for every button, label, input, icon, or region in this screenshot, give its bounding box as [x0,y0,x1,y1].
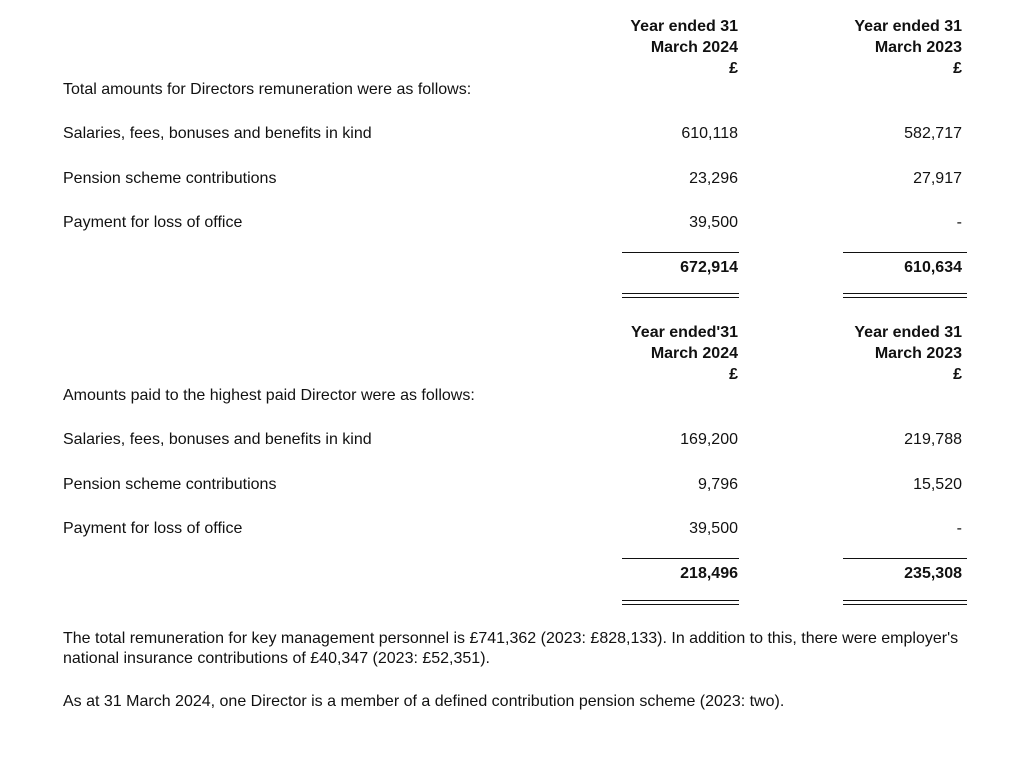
table1-subtotal-rule-2023 [843,252,967,253]
table1-intro: Total amounts for Directors remuneration were as follows: [63,81,472,98]
table1-header-2024-line2: March 2024 [650,39,738,56]
pension-scheme-note: As at 31 March 2024, one Director is a member of a defined contribution pension scheme (2023: two). [63,693,785,710]
key-management-remuneration-note: The total remuneration for key management personnel is £741,362 (2023: £828,133). In addition to this, there were employer's national insurance contributions of £40,347 (2023: £52,351). [63,630,959,667]
table1-header-2024-currency: £ [729,60,738,77]
table2-header-2023 [742,322,962,385]
table1-double-rule-top-2024 [622,293,739,294]
table2-row-value-2024: 9,796 [697,476,738,493]
table2-row-value-2024: 169,200 [680,431,738,448]
table1-total-2023: 610,634 [904,259,962,276]
table2-row-value-2023: 219,788 [904,431,962,448]
table2-header-2023-line1: Year ended 31 [854,324,962,341]
table2-header-2023-currency: £ [953,366,962,383]
table1-row-label: Salaries, fees, bonuses and benefits in kind [63,125,372,142]
table2-row-label: Pension scheme contributions [63,476,277,493]
table2-double-rule-top-2023 [843,600,967,601]
table2-row-label: Salaries, fees, bonuses and benefits in kind [63,431,372,448]
table1-double-rule-bottom-2023 [843,297,967,298]
table2-header-2023-line2: March 2023 [874,345,962,362]
table2-double-rule-top-2024 [622,600,739,601]
table1-header-2024 [518,16,738,79]
table1-subtotal-rule-2024 [622,252,739,253]
table2-row-value-2024: 39,500 [689,520,738,537]
table2-header-2024-line2: March 2024 [650,345,738,362]
table1-header-2023-line1: Year ended 31 [854,18,962,35]
table1-total-2024: 672,914 [680,259,738,276]
table2-intro: Amounts paid to the highest paid Director were as follows: [63,387,475,404]
table2-row-value-2023: - [956,520,962,537]
table2-double-rule-bottom-2023 [843,604,967,605]
table1-row-label: Payment for loss of office [63,214,243,231]
table1-header-2023 [742,16,962,79]
table2-double-rule-bottom-2024 [622,604,739,605]
table2-subtotal-rule-2024 [622,558,739,559]
table1-row-value-2024: 610,118 [681,125,738,142]
table1-row-label: Pension scheme contributions [63,170,277,187]
table1-row-value-2023: 27,917 [913,170,962,187]
table1-row-value-2023: 582,717 [904,125,962,142]
table1-header-2024-line1: Year ended 31 [630,18,738,35]
table1-row-value-2023: - [956,214,962,231]
table2-header-2024 [518,322,738,385]
table1-row-value-2024: 39,500 [689,214,738,231]
table1-row-value-2024: 23,296 [689,170,738,187]
table2-total-2024: 218,496 [680,565,738,582]
table1-double-rule-bottom-2024 [622,297,739,298]
table1-header-2023-currency: £ [953,60,962,77]
table2-header-2024-currency: £ [729,366,738,383]
table1-double-rule-top-2023 [843,293,967,294]
table1-header-2023-line2: March 2023 [874,39,962,56]
table2-total-2023: 235,308 [904,565,962,582]
table2-row-label: Payment for loss of office [63,520,243,537]
table2-subtotal-rule-2023 [843,558,967,559]
table2-row-value-2023: 15,520 [913,476,962,493]
table2-header-2024-line1: Year ended'31 [631,324,738,341]
